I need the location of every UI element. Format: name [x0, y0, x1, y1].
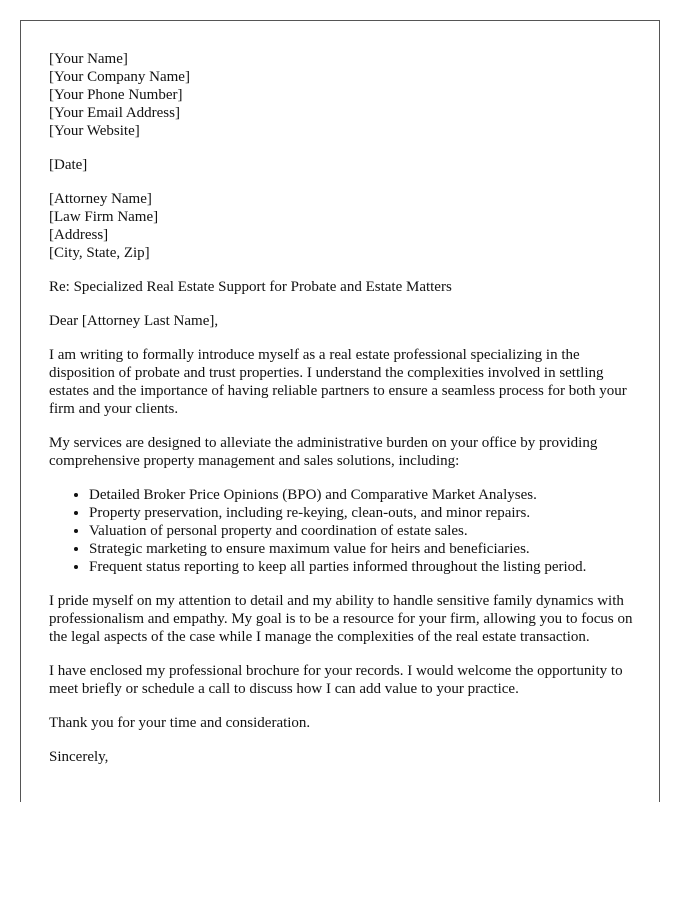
sender-website: [Your Website]: [49, 123, 140, 139]
sender-block: [49, 50, 637, 140]
closing: Sincerely,: [49, 749, 109, 765]
recipient-firm: [Law Firm Name]: [49, 209, 159, 225]
subject-line: Re: Specialized Real Estate Support for Probate and Estate Matters: [49, 279, 452, 295]
sender-name: [Your Name]: [49, 51, 128, 67]
list-item: • Strategic marketing to ensure maximum value for heirs and beneficiaries.: [89, 540, 637, 558]
list-item: • Frequent status reporting to keep all parties informed throughout the listing period.: [89, 558, 637, 576]
services-intro-paragraph: My services are designed to alleviate the administrative burden on your office by providing comprehensive property management and sales solutions, including:: [49, 435, 598, 469]
letter-date: [Date]: [49, 157, 88, 173]
letter-content: [49, 50, 637, 782]
recipient-name: [Attorney Name]: [49, 191, 152, 207]
services-list: [49, 486, 637, 576]
sender-email: [Your Email Address]: [49, 105, 180, 121]
list-item: • Detailed Broker Price Opinions (BPO) and Comparative Market Analyses.: [89, 486, 637, 504]
sender-phone: [Your Phone Number]: [49, 87, 183, 103]
recipient-address: [Address]: [49, 227, 109, 243]
brochure-paragraph: I have enclosed my professional brochure for your records. I would welcome the opportunity to meet briefly or schedule a call to discuss how I can add value to your practice.: [49, 663, 623, 697]
salutation: Dear [Attorney Last Name],: [49, 313, 219, 329]
intro-paragraph: I am writing to formally introduce myself as a real estate professional specializing in the disposition of probate and trust properties. I understand the complexities involved in settling estates and the importance of having reliable partners to ensure a seamless process for both your firm and your clients.: [49, 347, 627, 417]
recipient-block: [49, 190, 637, 262]
approach-paragraph: I pride myself on my attention to detail and my ability to handle sensitive family dynamics with professionalism and empathy. My goal is to be a resource for your firm, allowing you to focus on the legal aspects of the case while I manage the complexities of the real estate transaction.: [49, 593, 633, 645]
sender-company: [Your Company Name]: [49, 69, 190, 85]
list-item: • Property preservation, including re-keying, clean-outs, and minor repairs.: [89, 504, 637, 522]
recipient-city: [City, State, Zip]: [49, 245, 150, 261]
thanks-paragraph: Thank you for your time and consideration.: [49, 715, 311, 731]
letter-page: [20, 20, 660, 802]
list-item: • Valuation of personal property and coordination of estate sales.: [89, 522, 637, 540]
